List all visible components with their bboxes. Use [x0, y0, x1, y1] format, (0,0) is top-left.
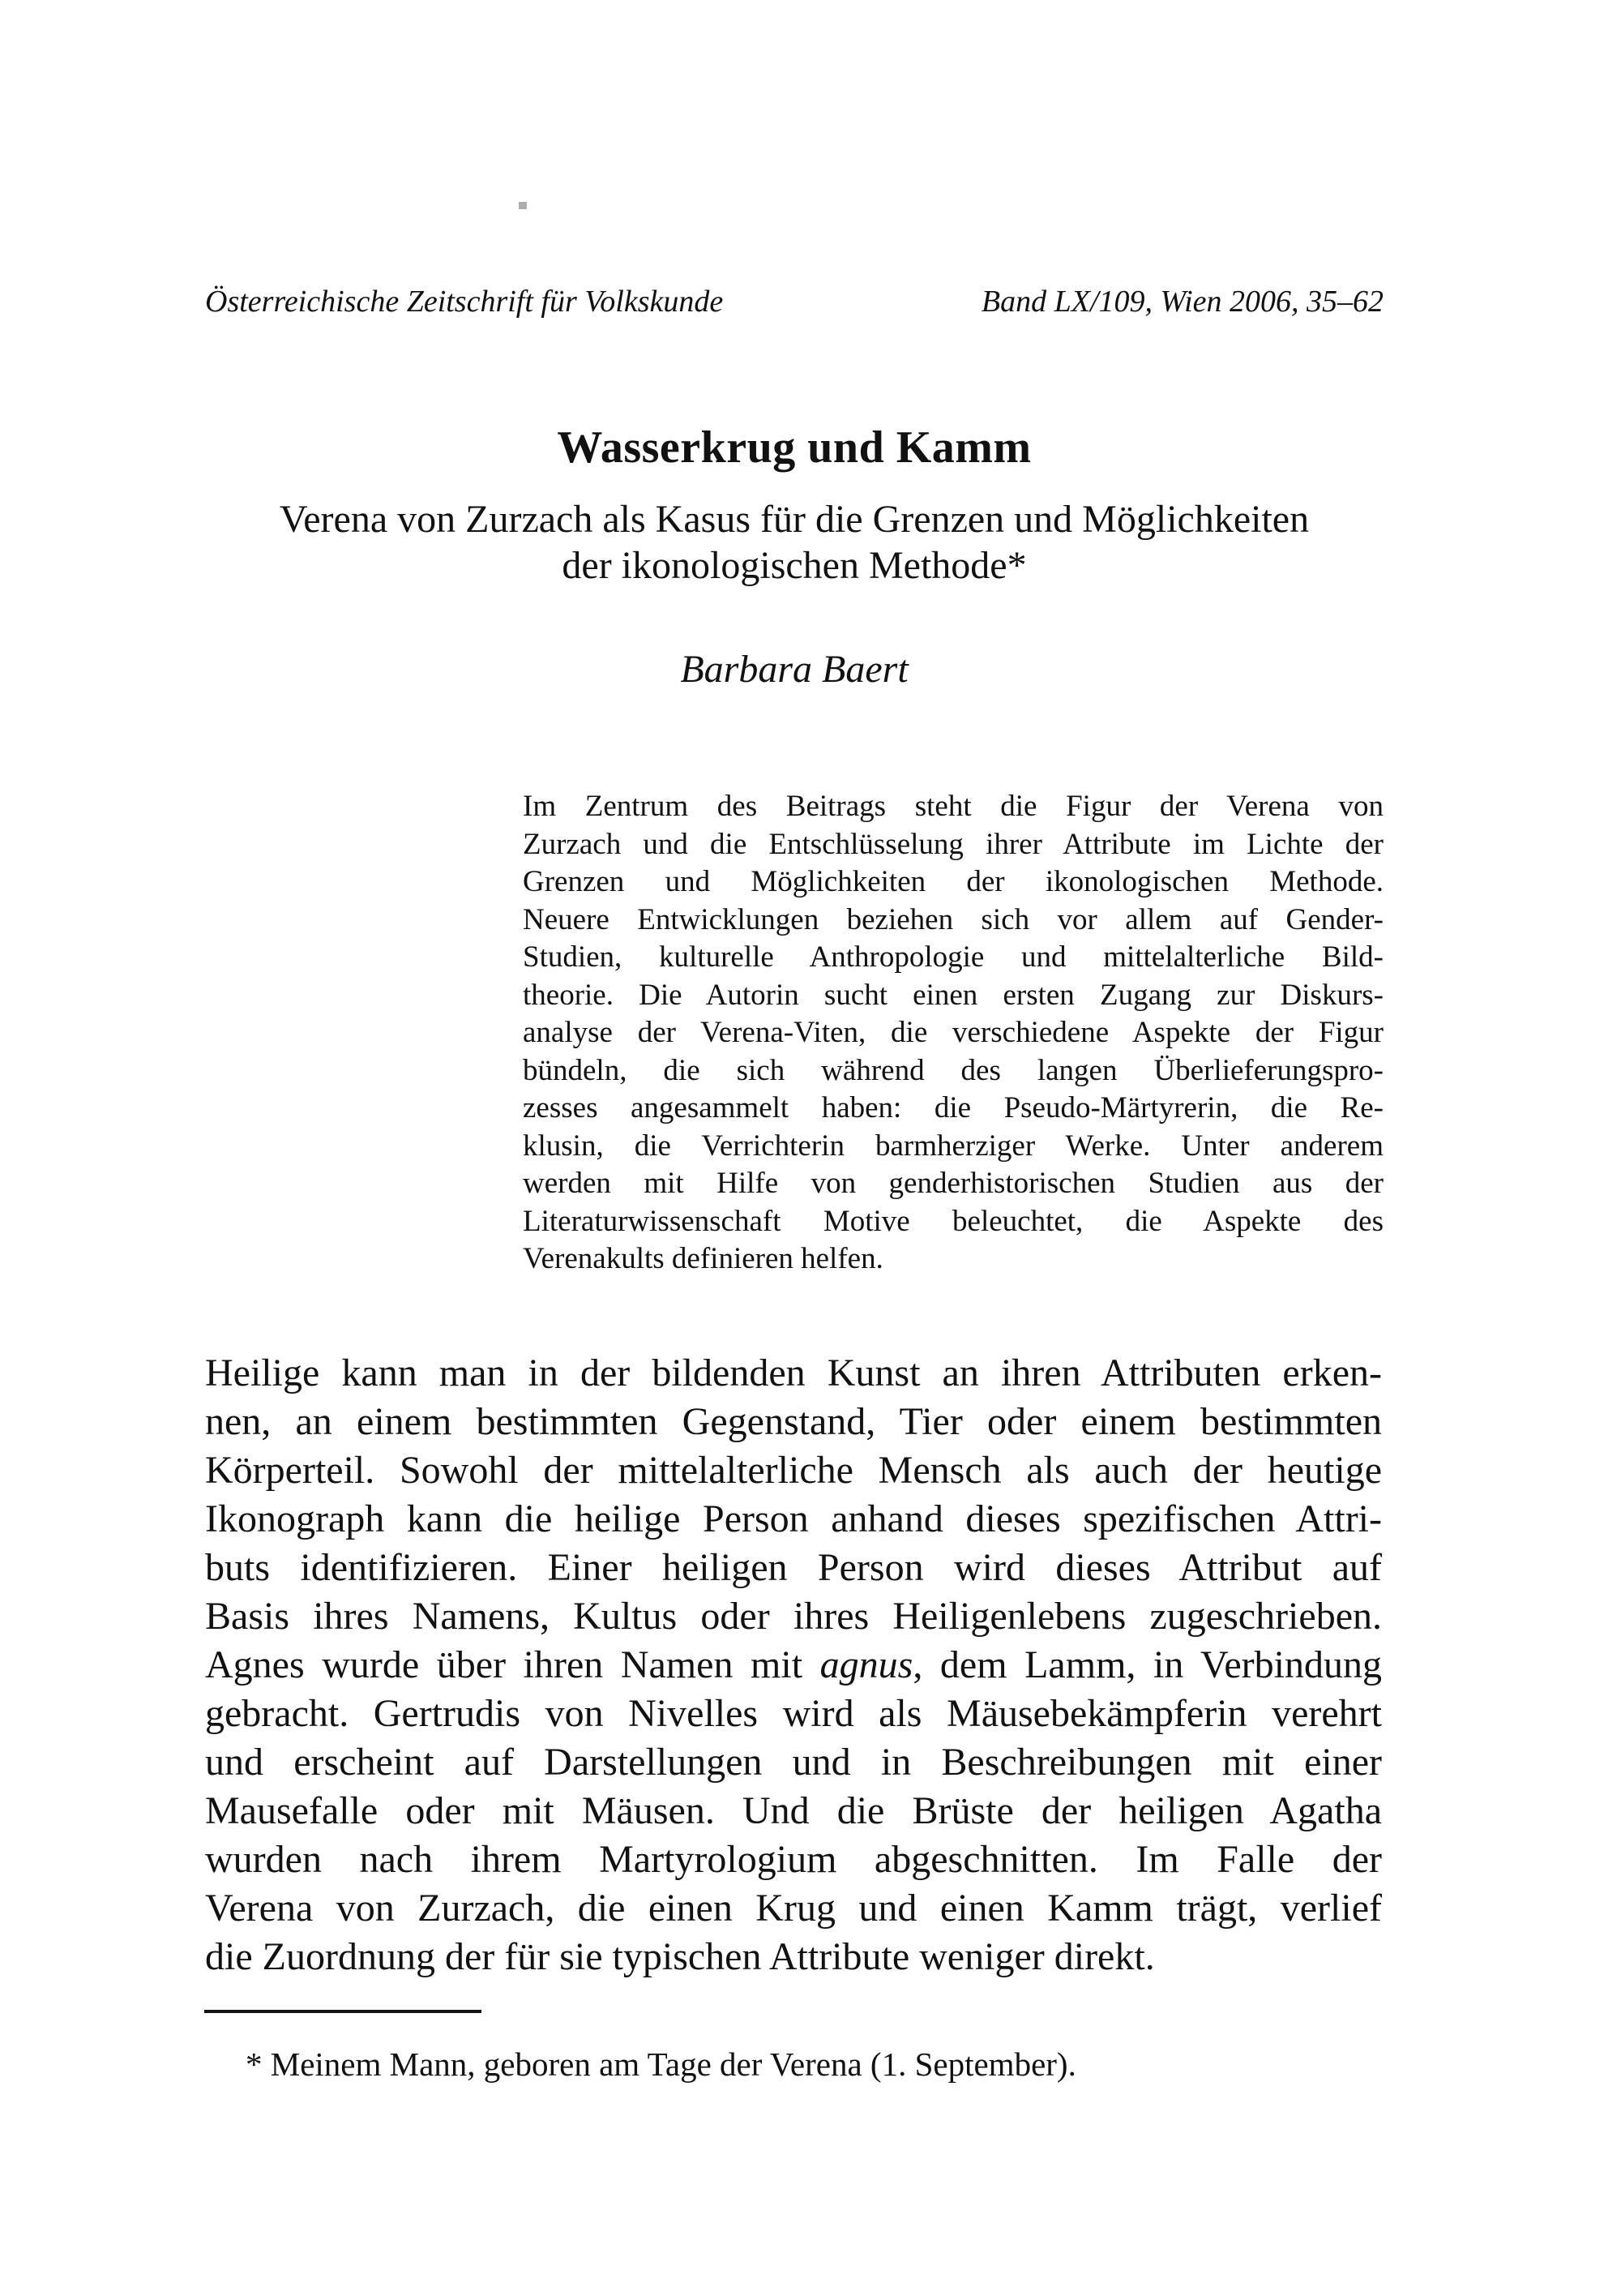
abstract-line: zesses angesammelt haben: die Pseudo-Märtyrerin, die Re-: [523, 1091, 1384, 1124]
abstract-line: Grenzen und Möglichkeiten der ikonologischen Methode.: [523, 865, 1384, 898]
page-header: [205, 284, 1384, 319]
abstract-line: Im Zentrum des Beitrags steht die Figur der Verena von: [523, 790, 1384, 823]
italic-term: agnus: [819, 1643, 913, 1686]
abstract-line: klusin, die Verrichterin barmherziger Werke. Unter anderem: [523, 1129, 1384, 1163]
body-line: Heilige kann man in der bildenden Kunst an ihren Attributen erken-: [205, 1351, 1382, 1394]
article-subtitle: [205, 496, 1384, 589]
abstract-paragraph: [523, 788, 1384, 1279]
body-line: buts identifizieren. Einer heiligen Person wird dieses Attribut auf: [205, 1546, 1382, 1589]
body-line: [205, 1641, 1382, 1690]
text-segment: Agnes wurde über ihren Namen mit: [205, 1643, 820, 1686]
footnote-separator-rule: [204, 2010, 481, 2013]
abstract-line: Verenakults definieren helfen.: [523, 1242, 883, 1275]
subtitle-line-1: Verena von Zurzach als Kasus für die Grenzen und Möglichkeiten: [279, 498, 1310, 541]
body-line: wurden nach ihrem Martyrologium abgeschnitten. Im Falle der: [205, 1838, 1382, 1881]
author-name: Barbara Baert: [680, 648, 909, 691]
abstract-line: Zurzach und die Entschlüsselung ihrer Attribute im Lichte der: [523, 827, 1384, 861]
title-block: [205, 422, 1384, 589]
body-line: Mausefalle oder mit Mäusen. Und die Brüste der heiligen Agatha: [205, 1789, 1382, 1832]
scan-artifact-mark: [519, 202, 527, 209]
abstract-line: theorie. Die Autorin sucht einen ersten Zugang zur Diskurs-: [523, 978, 1384, 1012]
abstract-line: Studien, kulturelle Anthropologie und mittelalterliche Bild-: [523, 940, 1384, 974]
body-line: und erscheint auf Darstellungen und in Beschreibungen mit einer: [205, 1741, 1382, 1784]
abstract-line: Neuere Entwicklungen beziehen sich vor allem auf Gender-: [523, 902, 1384, 936]
body-line: Verena von Zurzach, die einen Krug und einen Kamm trägt, verlief: [205, 1887, 1382, 1930]
body-line: gebracht. Gertrudis von Nivelles wird als Mäusebekämpferin verehrt: [205, 1692, 1382, 1735]
journal-name: Österreichische Zeitschrift für Volkskunde: [205, 285, 724, 319]
body-line: Basis ihres Namens, Kultus oder ihres Heiligenlebens zugeschrieben.: [205, 1595, 1382, 1638]
body-line: nen, an einem bestimmten Gegenstand, Tier oder einem bestimmten: [205, 1400, 1382, 1443]
article-title: Wasserkrug und Kamm: [557, 422, 1032, 473]
abstract-line: werden mit Hilfe von genderhistorischen Studien aus der: [523, 1167, 1384, 1200]
footnote-text: * Meinem Mann, geboren am Tage der Verena (1. September).: [246, 2045, 1076, 2083]
body-paragraph: [205, 1349, 1382, 1981]
issue-info: Band LX/109, Wien 2006, 35–62: [981, 285, 1384, 319]
body-line: die Zuordnung der für sie typischen Attribute weniger direkt.: [205, 1935, 1155, 1978]
abstract-line: bündeln, die sich während des langen Überlieferungspro-: [523, 1053, 1384, 1087]
body-line: Ikonograph kann die heilige Person anhand dieses spezifischen Attri-: [205, 1497, 1382, 1540]
subtitle-line-2: der ikonologischen Methode*: [562, 544, 1027, 587]
abstract-line: analyse der Verena-Viten, die verschiedene Aspekte der Figur: [523, 1016, 1384, 1049]
abstract-line: Literaturwissenschaft Motive beleuchtet, die Aspekte des: [523, 1204, 1384, 1238]
body-line: Körperteil. Sowohl der mittelalterliche Mensch als auch der heutige: [205, 1449, 1382, 1492]
text-segment: , dem Lamm, in Verbindung: [913, 1643, 1383, 1686]
